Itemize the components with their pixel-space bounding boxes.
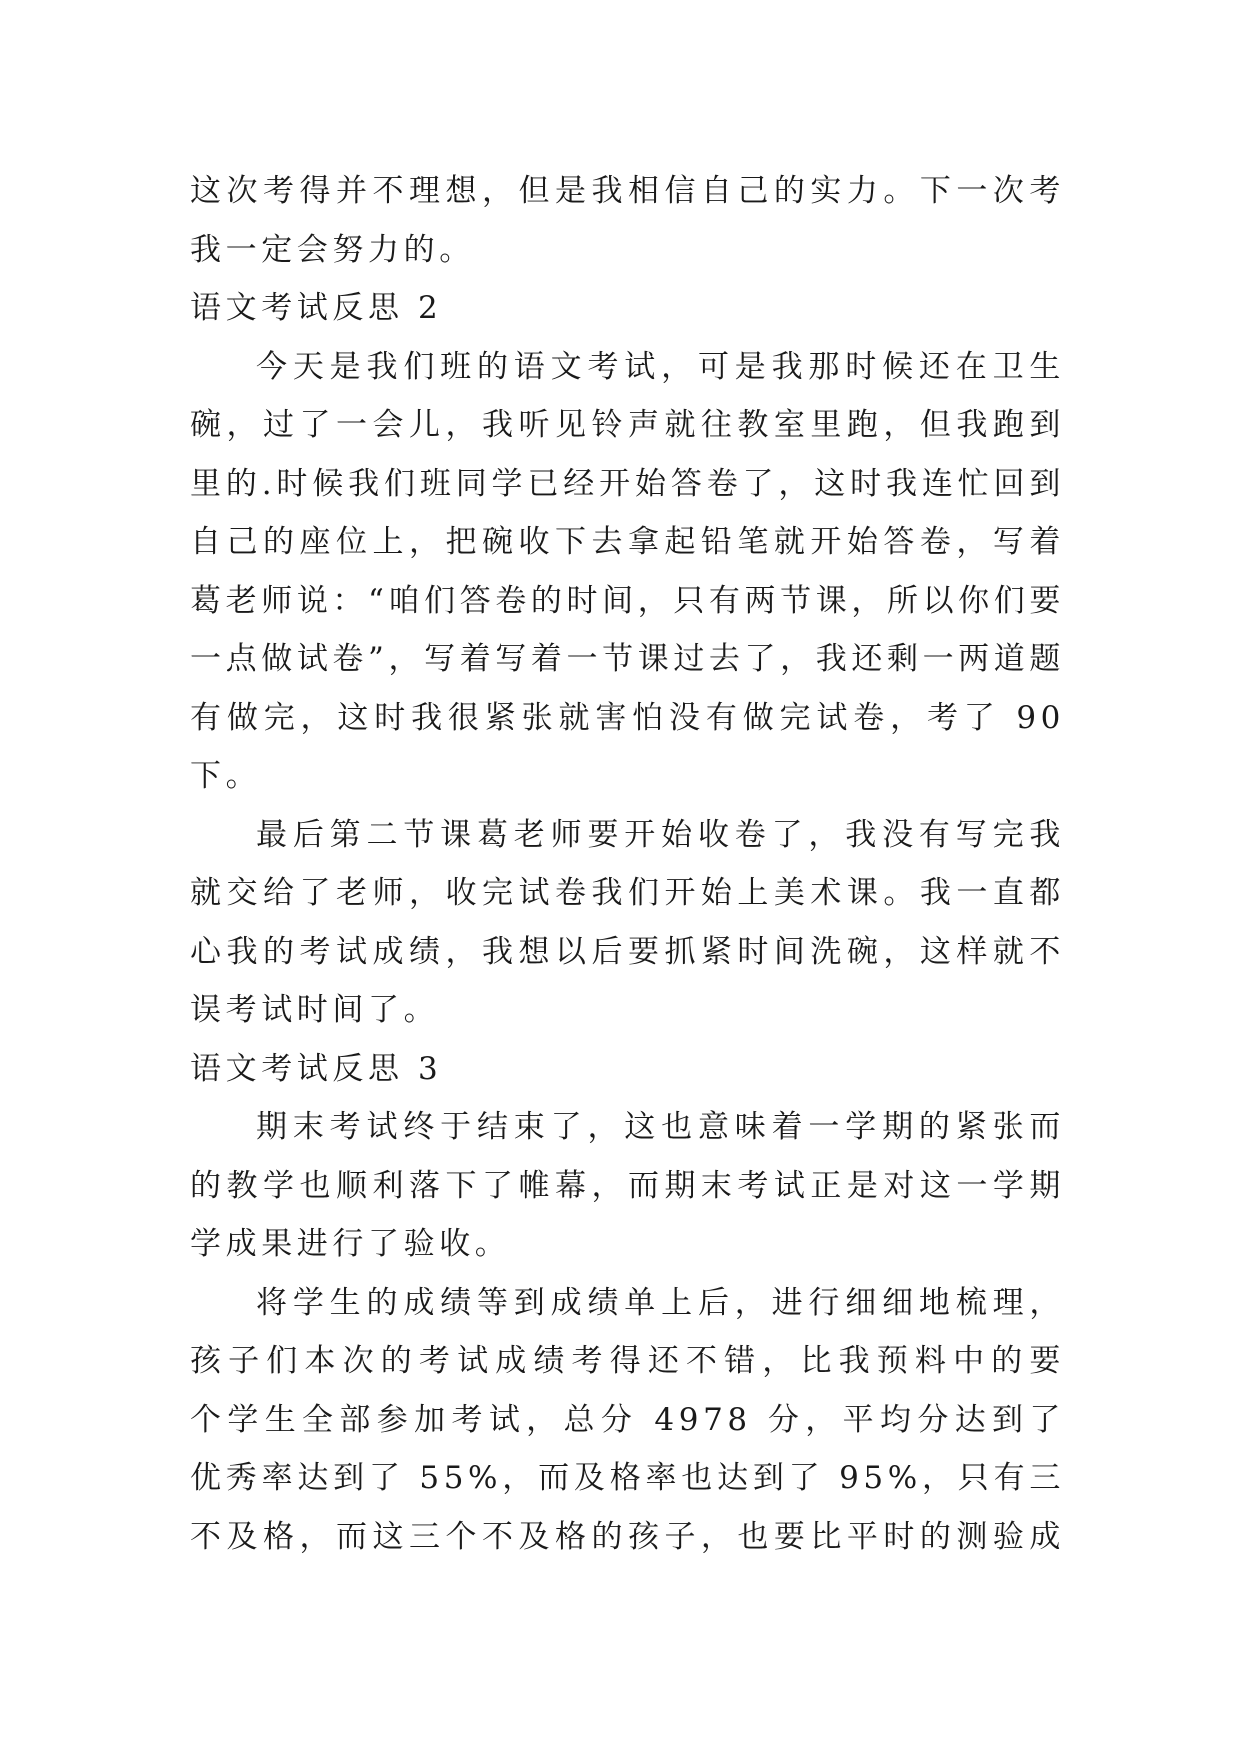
text-line: 最后第二节课葛老师要开始收卷了，我没有写完我 (256, 816, 1065, 853)
text-line: 我一定会努力的。 (190, 231, 475, 268)
text-line: 个学生全部参加考试，总分 4978 分，平均分达到了 (190, 1401, 1065, 1438)
text-line: 这次考得并不理想，但是我相信自己的实力。下一次考 (190, 173, 1065, 209)
section-heading: 语文考试反思 3 (190, 1050, 443, 1087)
text-line: 优秀率达到了 55%，而及格率也达到了 95%，只有三 (190, 1460, 1065, 1496)
text-line: 葛老师说：“咱们答卷的时间，只有两节课，所以你们要 (190, 582, 1065, 619)
text-line: 里的.时候我们班同学已经开始答卷了，这时我连忙回到 (190, 465, 1065, 502)
text-line: 期末考试终于结束了，这也意味着一学期的紧张而 (256, 1109, 1065, 1145)
section-heading: 语文考试反思 2 (190, 290, 443, 326)
text-line: 孩子们本次的考试成绩考得还不错，比我预料中的要 (190, 1343, 1065, 1379)
text-line: 不及格，而这三个不及格的孩子，也要比平时的测验成 (190, 1518, 1065, 1555)
text-line: 碗，过了一会儿，我听见铃声就往教室里跑，但我跑到 (190, 407, 1065, 443)
text-line: 一点做试卷”，写着写着一节课过去了，我还剩一两道题 (190, 641, 1065, 677)
text-line: 将学生的成绩等到成绩单上后，进行细细地梳理， (256, 1284, 1065, 1321)
paragraph (190, 338, 1065, 806)
text-line: 的教学也顺利落下了帷幕，而期末考试正是对这一学期 (190, 1167, 1065, 1204)
text-line: 下。 (190, 758, 262, 794)
text-line: 就交给了老师，收完试卷我们开始上美术课。我一直都 (190, 875, 1065, 911)
text-line: 今天是我们班的语文考试，可是我那时候还在卫生 (256, 348, 1065, 385)
text-line: 心我的考试成绩，我想以后要抓紧时间洗碗，这样就不 (190, 933, 1065, 970)
paragraph (190, 1274, 1065, 1567)
document-page (190, 162, 1065, 1566)
paragraph (190, 1098, 1065, 1274)
text-line: 学成果进行了验收。 (190, 1226, 511, 1262)
paragraph (190, 162, 1065, 279)
paragraph (190, 806, 1065, 1040)
text-line: 误考试时间了。 (190, 992, 440, 1028)
text-line: 自己的座位上，把碗收下去拿起铅笔就开始答卷，写着 (190, 524, 1065, 560)
text-line: 有做完，这时我很紧张就害怕没有做完试卷，考了 90 (190, 699, 1065, 736)
